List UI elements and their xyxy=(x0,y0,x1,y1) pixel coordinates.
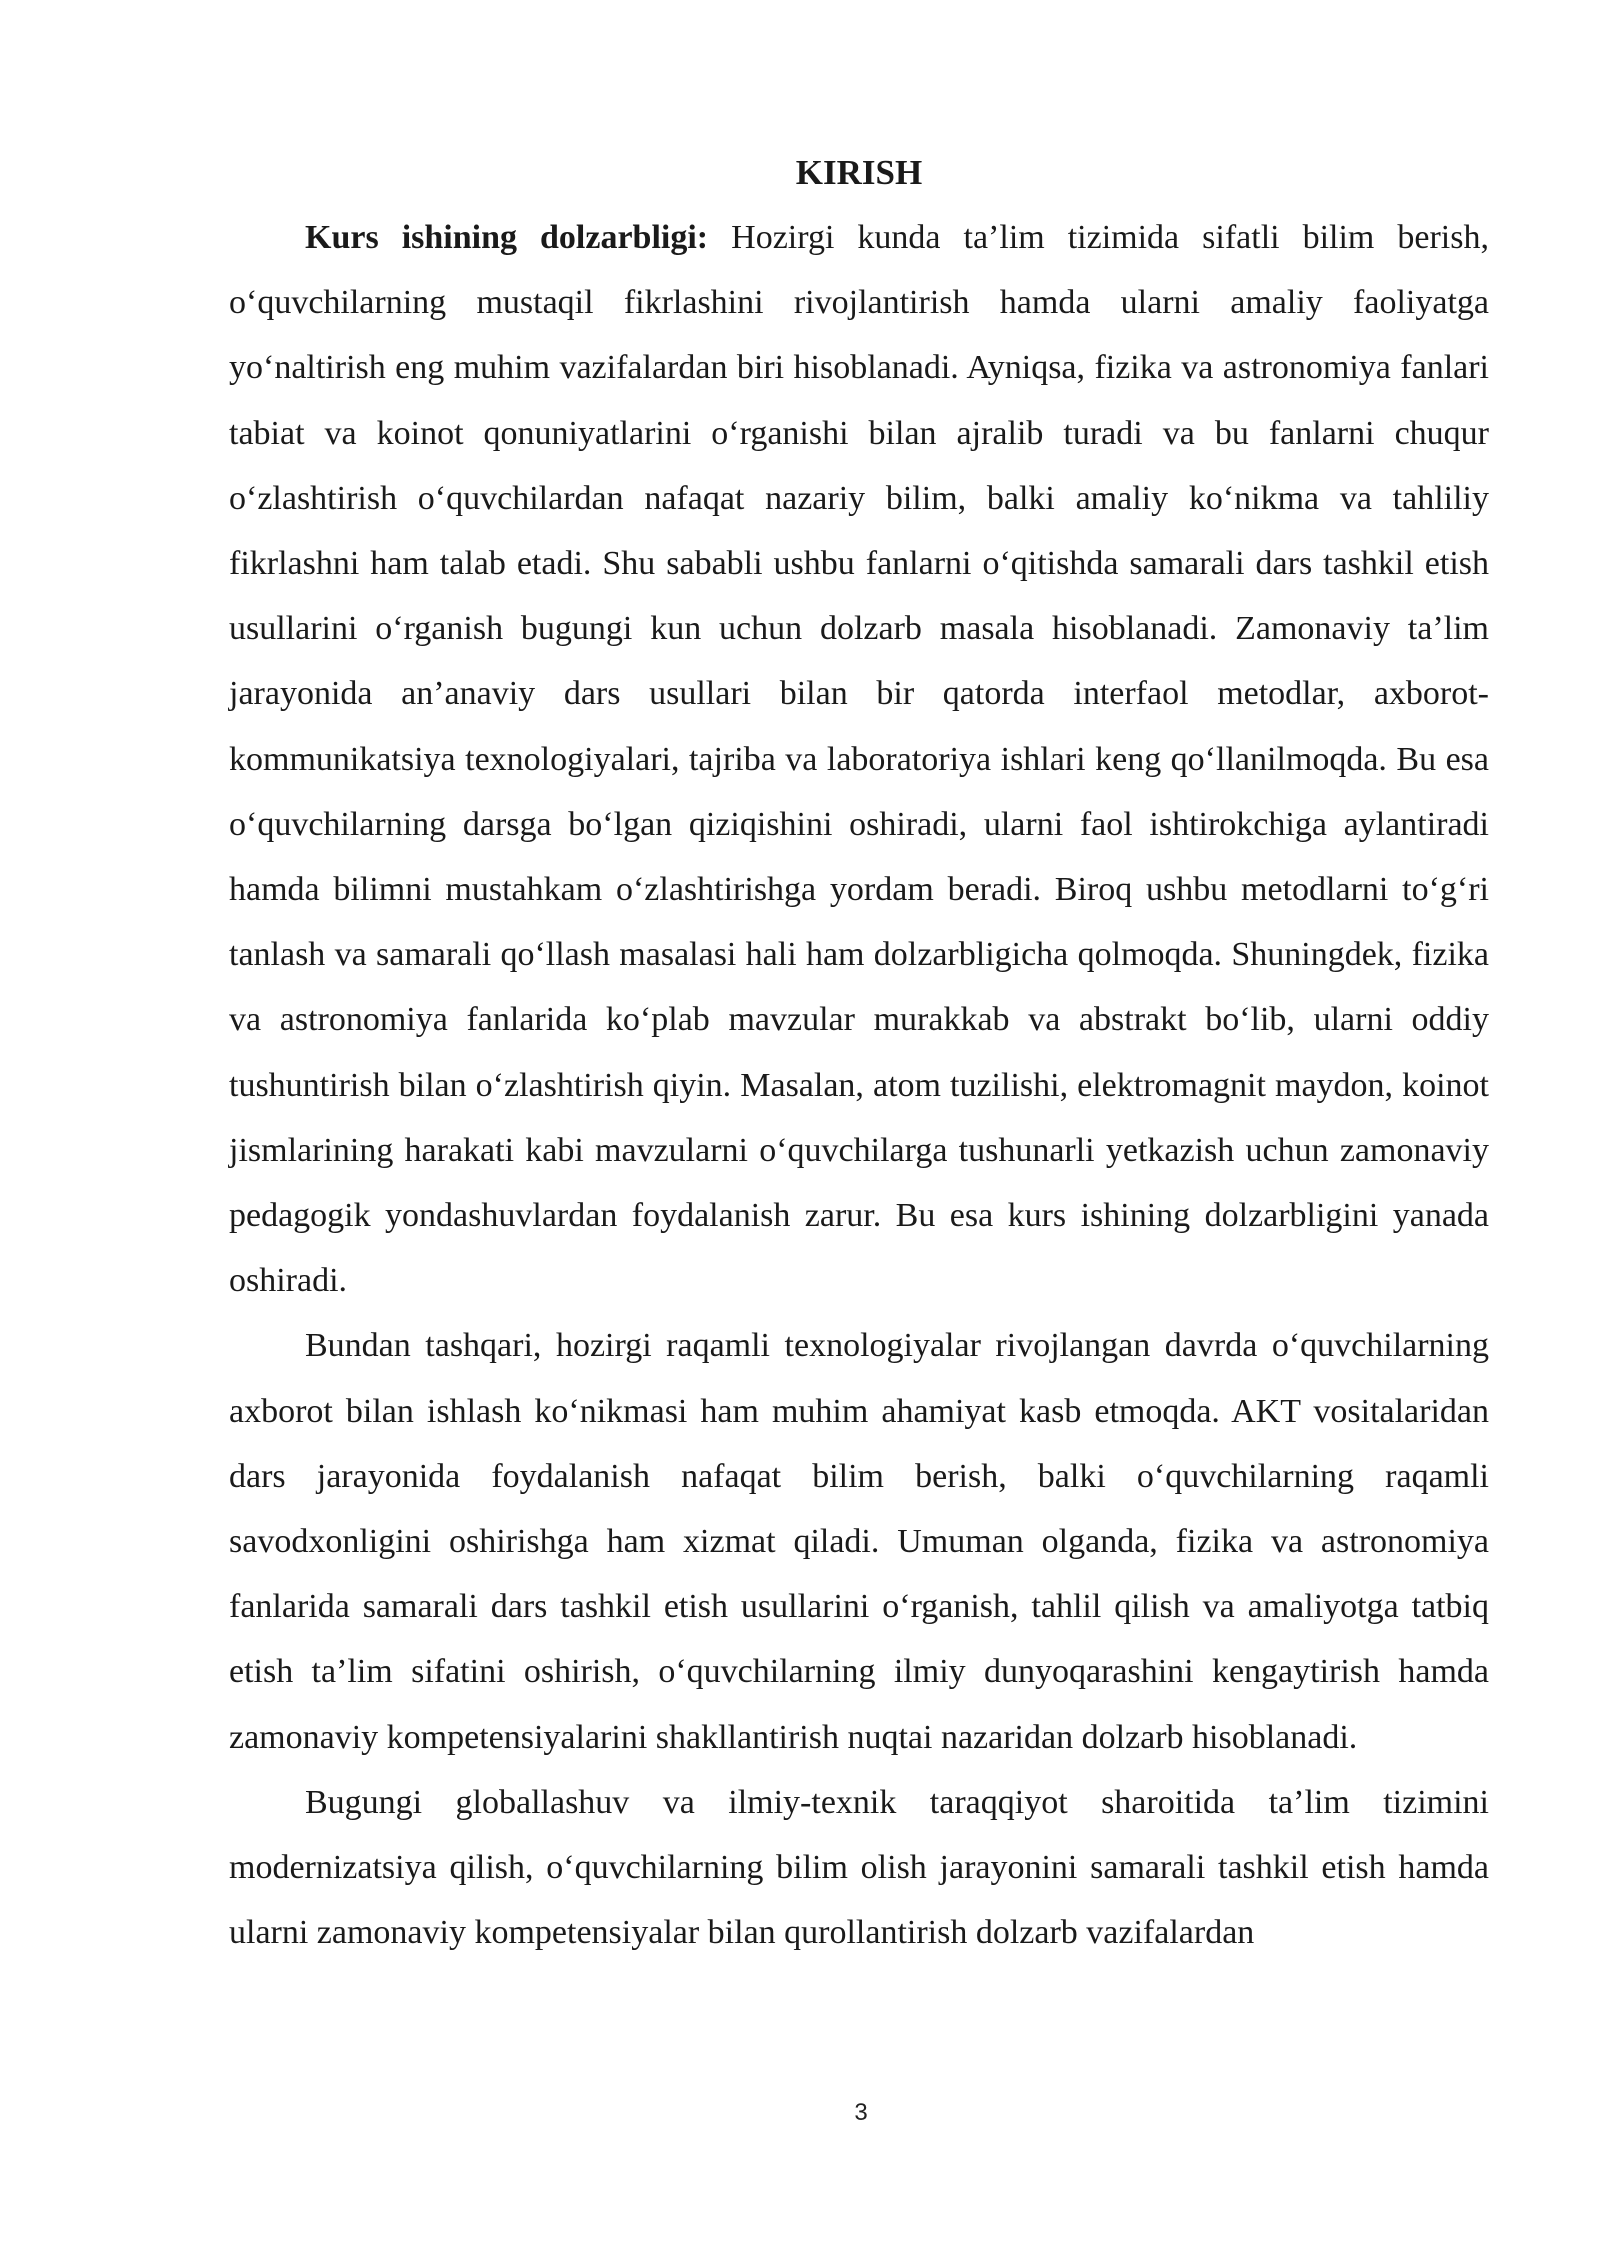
paragraph-globalization xyxy=(229,1770,1489,1966)
paragraph-text: Bundan tashqari, hozirgi raqamli texnologiyalar rivojlangan davrda o‘quvchilarning axborot bilan ishlash ko‘nikmasi ham muhim ahamiyat kasb etmoqda. AKT vositalaridan dars jarayonida foydalanish nafaqat bilim berish, balki o‘quvchilarning raqamli savodxonligini oshirishga ham xizmat qiladi. Umuman olganda, fizika va astronomiya fanlarida samarali dars tashkil etish usullarini o‘rganish, tahlil qilish va amaliyotga tatbiq etish ta’lim sifatini oshirish, o‘quvchilarning ilmiy dunyoqarashini kengaytirish hamda zamonaviy kompetensiyalarini shakllantirish nuqtai nazaridan dolzarb hisoblanadi. xyxy=(229,1327,1489,1756)
paragraph-text: Bugungi globallashuv va ilmiy-texnik taraqqiyot sharoitida ta’lim tizimini modernizatsiya qilish, o‘quvchilarning bilim olish jarayonini samarali tashkil etish hamda ularni zamonaviy kompetensiyalar bilan qurollantirish dolzarb vazifalardan xyxy=(229,1783,1489,1952)
paragraph-relevance xyxy=(229,205,1489,1313)
page-number: 3 xyxy=(854,2099,868,2126)
section-heading: KIRISH xyxy=(795,153,923,192)
paragraph-text: Hozirgi kunda ta’lim tizimida sifatli bilim berish, o‘quvchilarning mustaqil fikrlashini rivojlantirish hamda ularni amaliy faoliyatga yo‘naltirish eng muhim vazifalardan biri hisoblanadi. Ayniqsa, fizika va astronomiya fanlari tabiat va koinot qonuniyatlarini o‘rganishi bilan ajralib turadi va bu fanlarni chuqur o‘zlashtirish o‘quvchilardan nafaqat nazariy bilim, balki amaliy ko‘nikma va tahliliy fikrlashni ham talab etadi. Shu sababli ushbu fanlarni o‘qitishda samarali dars tashkil etish usullarini o‘rganish bugungi kun uchun dolzarb masala hisoblanadi. Zamonaviy ta’lim jarayonida an’anaviy dars usullari bilan bir qatorda interfaol metodlar, axborot-kommunikatsiya texnologiyalari, tajriba va laboratoriya ishlari keng qo‘llanilmoqda. Bu esa o‘quvchilarning darsga bo‘lgan qiziqishini oshiradi, ularni faol ishtirokchiga aylantiradi hamda bilimni mustahkam o‘zlashtirishga yordam beradi. Biroq ushbu metodlarni to‘g‘ri tanlash va samarali qo‘llash masalasi hali ham dolzarbligicha qolmoqda. Shuningdek, fizika va astronomiya fanlarida ko‘plab mavzular murakkab va abstrakt bo‘lib, ularni oddiy tushuntirish bilan o‘zlashtirish qiyin. Masalan, atom tuzilishi, elektromagnit maydon, koinot jismlarining harakati kabi mavzularni o‘quvchilarga tushunarli yetkazish uchun zamonaviy pedagogik yondashuvlardan foydalanish zarur. Bu esa kurs ishining dolzarbligini yanada oshiradi. xyxy=(229,219,1489,1300)
paragraph-ict xyxy=(229,1313,1489,1769)
document-page xyxy=(229,140,1489,1965)
paragraph-lead: Kurs ishining dolzarbligi: xyxy=(305,219,709,256)
